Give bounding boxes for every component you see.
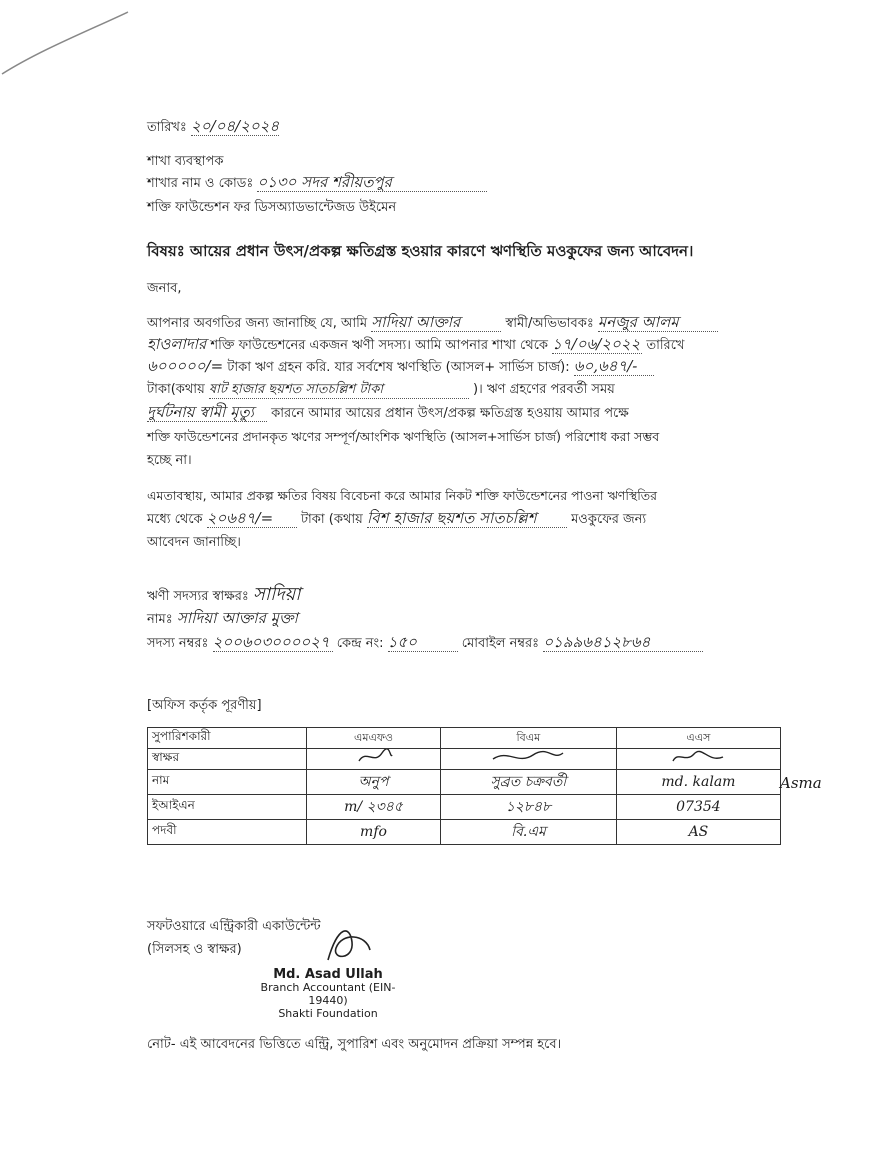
bm-signature <box>441 749 617 770</box>
waive-in-words: বিশ হাজার ছয়শত সাতচল্লিশ <box>367 510 567 528</box>
header-mfo: এমএফও <box>307 728 441 749</box>
accountant-stamp <box>243 968 413 1020</box>
text-segment: মধ্যে থেকে <box>147 512 203 527</box>
member-name-line <box>147 610 298 628</box>
stamp-name: Md. Asad Ullah <box>273 967 383 982</box>
row-label: পদবী <box>148 820 307 845</box>
member-number-label: সদস্য নম্বরঃ <box>147 636 209 651</box>
loan-balance: ৬০,৬৪৭/- <box>574 358 654 376</box>
guardian-name-cont: হাওলাদার <box>147 335 207 353</box>
body-line-6: শক্তি ফাউন্ডেশনের প্রদানকৃত ঋণের সম্পূর্ণ/আংশিক ঋণস্থিতি (আসল+সার্ভিস চার্জ) পরিশোধ করা সম্ভব <box>147 429 660 444</box>
center-number: ১৫০ <box>388 634 458 652</box>
text-segment: তারিখে <box>646 338 685 353</box>
body-line-5 <box>147 404 629 422</box>
scan-edge-mark <box>0 0 140 80</box>
date-label: তারিখঃ <box>147 120 187 135</box>
header-bm: বিএম <box>441 728 617 749</box>
body-line-8: এমতাবস্থায়, আমার প্রকল্প ক্ষতির বিষয় বিবেচনা করে আমার নিকট শক্তি ফাউন্ডেশনের পাওনা ঋণস্থিতির <box>147 488 658 503</box>
damage-reason: দুর্ঘটনায় স্বামী মৃত্যু <box>147 404 267 422</box>
mfo-ein: m/ ২৩৪৫ <box>307 795 441 820</box>
header-recommender: সুপারিশকারী <box>148 728 307 749</box>
text-segment: স্বামী/অভিভাবকঃ <box>505 316 594 331</box>
applicant-name: সাদিয়া আক্তার <box>371 314 501 332</box>
mfo-designation: mfo <box>307 820 441 845</box>
text-segment: আপনার অবগতির জন্য জানাচ্ছি যে, আমি <box>147 316 368 331</box>
bm-designation: বি.এম <box>441 820 617 845</box>
signature-label: ঋণী সদস্যর স্বাক্ষরঃ <box>147 589 249 604</box>
signature-scribble <box>354 749 394 765</box>
body-line-9 <box>147 510 646 528</box>
text-segment: শক্তি ফাউন্ডেশনের একজন ঋণী সদস্য। আমি আপনার শাখা থেকে <box>210 338 549 353</box>
subject-line: বিষয়ঃ আয়ের প্রধান উৎস/প্রকল্প ক্ষতিগ্রস্ত হওয়ার কারণে ঋণস্থিতি মওকুফের জন্য আবেদন। <box>147 242 694 260</box>
row-label: স্বাক্ষর <box>148 749 307 770</box>
branch-value: ০১৩০ সদর শরীয়তপুর <box>257 174 487 192</box>
member-number-line <box>147 634 703 652</box>
body-line-1 <box>147 314 718 332</box>
footer-note: নোট- এই আবেদনের ভিত্তিতে এন্ট্রি, সুপারিশ এবং অনুমোদন প্রক্রিয়া সম্পন্ন হবে। <box>147 1037 562 1052</box>
text-segment: কারনে আমার আয়ের প্রধান উৎস/প্রকল্প ক্ষতিগ্রস্ত হওয়ায় আমার পক্ষে <box>271 406 629 421</box>
table-row-signature <box>148 749 781 770</box>
branch-label: শাখার নাম ও কোডঃ <box>147 176 254 191</box>
as-ein: 07354 <box>616 795 780 820</box>
signature-scribble <box>488 749 568 765</box>
member-signature-line <box>147 586 301 605</box>
text-segment: টাকা (কথায় <box>300 512 363 527</box>
recommendation-table <box>147 727 781 845</box>
member-name: সাদিয়া আক্তার মুক্তা <box>176 609 298 627</box>
text-segment: টাকা(কথায় <box>147 382 205 397</box>
text-segment: টাকা ঋণ গ্রহন করি. যার সর্বশেষ ঋণস্থিতি (আসল+ সার্ভিস চার্জ): <box>227 360 570 375</box>
table-header-row <box>148 728 781 749</box>
center-label: কেন্দ্র নং: <box>336 636 384 651</box>
accountant-subtitle: (সিলসহ ও স্বাক্ষর) <box>147 942 242 957</box>
mobile-label: মোবাইল নম্বরঃ <box>461 636 540 651</box>
accountant-signature <box>318 920 378 968</box>
stamp-org: Shakti Foundation <box>278 1007 378 1020</box>
date-value: ২০/০৪/২০২৪ <box>191 117 280 135</box>
text-segment: )। ঋণ গ্রহণের পরবর্তী সময় <box>473 382 615 397</box>
body-line-10: আবেদন জানাচ্ছি। <box>147 535 241 550</box>
extra-signature: Asma <box>780 774 822 792</box>
body-line-3 <box>147 358 654 376</box>
organization-name: শক্তি ফাউন্ডেশন ফর ডিসঅ্যাডভান্টেজড উইমেন <box>147 200 397 215</box>
guardian-name: মনজুর আলম <box>598 314 718 332</box>
member-number: ২০০৬০৩০০০০২৭ <box>213 634 333 652</box>
date-line <box>147 118 279 136</box>
stamp-title: Branch Accountant (EIN- 19440) <box>260 981 396 1007</box>
name-label: নামঃ <box>147 612 173 627</box>
loan-amount: ৬০০০০০/= <box>147 357 224 375</box>
loan-date: ১৭/০৬/২০২২ <box>552 335 641 353</box>
salutation: জনাব, <box>147 281 182 296</box>
body-line-4 <box>147 381 615 399</box>
recipient-title: শাখা ব্যবস্থাপক <box>147 154 224 169</box>
mobile-number: ০১৯৯৬৪১২৮৬৪ <box>543 634 703 652</box>
row-label: ইআইএন <box>148 795 307 820</box>
text-segment: মওকুফের জন্য <box>571 512 647 527</box>
table-row-ein <box>148 795 781 820</box>
as-name: md. kalam <box>616 770 780 795</box>
office-use-label: [অফিস কর্তৃক পূরণীয়] <box>147 698 262 713</box>
table-row-designation <box>148 820 781 845</box>
member-signature: সাদিয়া <box>252 584 301 605</box>
header-as: এএস <box>616 728 780 749</box>
row-label: নাম <box>148 770 307 795</box>
body-line-7: হচ্ছে না। <box>147 453 192 468</box>
as-designation: AS <box>616 820 780 845</box>
bm-ein: ১২৮৪৮ <box>441 795 617 820</box>
body-line-2 <box>147 336 684 354</box>
table-row-name <box>148 770 781 795</box>
balance-in-words: ষাট হাজার ছয়শত সাতচল্লিশ টাকা <box>209 381 469 399</box>
signature-scribble <box>668 749 728 765</box>
bm-name: সুব্রত চক্রবর্তী <box>441 770 617 795</box>
mfo-signature <box>307 749 441 770</box>
branch-line <box>147 174 487 192</box>
mfo-name: অনুপ <box>307 770 441 795</box>
accountant-title: সফটওয়ারে এন্ট্রিকারী একাউন্টেন্ট <box>147 919 321 934</box>
waive-amount: ২০৬৪৭/= <box>207 510 297 528</box>
as-signature <box>616 749 780 770</box>
